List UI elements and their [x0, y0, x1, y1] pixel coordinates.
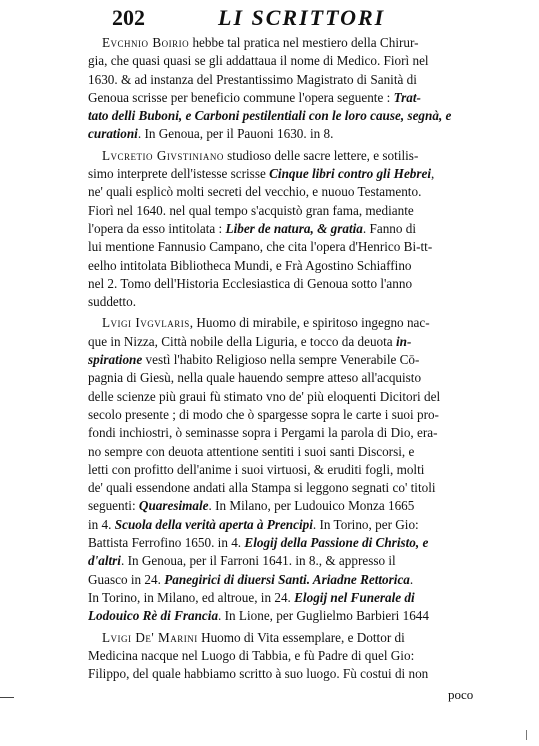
- text-run: In Torino, in Milano, ed altroue, in 24.: [88, 589, 295, 605]
- text-run: . In Genoua, per il Farroni 1641. in 8., & appresso il: [120, 553, 396, 569]
- text-run: lui mentione Fannusio Campano, che cita l'opera d'Henrico Bi-tt-: [88, 239, 433, 255]
- text-run: Huomo di Vita essemplare, e Dottor di: [197, 629, 405, 645]
- text-line: [88, 351, 524, 369]
- text-run: 1630. & ad instanza del Prestantissimo Magistrato di Sanità di: [88, 71, 417, 87]
- text-run: , Huomo di mirabile, e spiritoso ingegno nac-: [189, 315, 430, 331]
- text-run: . In Milano, per Ludouico Monza 1665: [208, 498, 415, 514]
- edge-mark: [526, 730, 527, 740]
- text-run: hebbe tal pratica nel mestiero della Chirur-: [189, 35, 419, 50]
- text-line: [88, 333, 524, 351]
- text-line: [88, 479, 524, 497]
- text-line: [88, 147, 524, 165]
- text-run: in 4.: [88, 516, 115, 532]
- text-line: [88, 107, 524, 125]
- page-header: [112, 4, 532, 32]
- text-line: [88, 552, 524, 570]
- text-run: nel 2. Tomo dell'Historia Ecclesiastica di Genoua sotto l'anno: [88, 275, 413, 291]
- text-run: studioso delle sacre lettere, e sotilis-: [223, 147, 419, 163]
- text-line: [88, 424, 524, 442]
- author-name: Lvigi Ivgvlaris: [102, 315, 190, 331]
- work-title: Cinque libri contro gli Hebrei: [269, 166, 432, 182]
- work-title: d'altri: [88, 553, 121, 569]
- text-line: [88, 220, 524, 238]
- text-line: [88, 125, 524, 143]
- paragraph: [88, 34, 524, 144]
- work-title: Trat-: [393, 89, 421, 105]
- text-line: [88, 388, 524, 406]
- paragraph: [88, 147, 524, 312]
- text-run: Guasco in 24.: [88, 571, 165, 587]
- text-line: [88, 665, 524, 683]
- author-name: Lvigi De' Marini: [102, 629, 198, 645]
- text-run: . Fanno di: [362, 220, 417, 236]
- work-title: Elogij della Passione di Christo, e: [244, 535, 429, 551]
- text-line: [88, 461, 524, 479]
- text-run: . In Genoua, per il Pauoni 1630. in 8.: [137, 126, 334, 142]
- text-line: [88, 275, 524, 293]
- text-line: [88, 589, 524, 607]
- text-run: vestì l'habito Religioso nella sempre Venerabile Cō-: [142, 352, 420, 368]
- text-run: de' quali essendone andati alla Stampa si leggono segnati co' titoli: [88, 480, 436, 496]
- work-title: Lodouico Rè di Francia: [88, 608, 219, 624]
- text-run: delle scienze più graui fù stimato vno de' più eloquenti Dicitori del: [88, 388, 441, 404]
- text-run: Battista Ferrofino 1650. in 4.: [88, 535, 245, 551]
- running-title: LI SCRITTORI: [218, 5, 386, 30]
- text-line: [88, 369, 524, 387]
- text-run: Genoua scrisse per beneficio commune l'opera seguente :: [88, 89, 394, 105]
- text-line: [88, 314, 524, 332]
- work-title: curationi: [88, 126, 138, 142]
- page-number: 202: [112, 5, 145, 30]
- author-name: Lvcretio Givstiniano: [102, 147, 224, 163]
- text-line: [88, 293, 524, 311]
- text-line: [88, 629, 524, 647]
- work-title: Liber de natura, & gratia: [225, 220, 363, 236]
- work-title: in-: [395, 333, 412, 349]
- text-run: ne' quali esplicò molti secreti del vecchio, e nuouo Testamento.: [88, 184, 422, 200]
- text-run: ,: [431, 166, 435, 182]
- text-line: [88, 34, 524, 52]
- work-title: spiratione: [88, 352, 143, 368]
- text-run: simo interprete dell'istesse scrisse: [88, 166, 270, 182]
- text-run: eelho intitolata Bibliotheca Mundi, e Frà Agostino Schiaffino: [88, 257, 412, 273]
- text-line: [88, 89, 524, 107]
- text-run: Medicina nacque nel Luogo di Tabbia, e fù Padre di quel Gio:: [88, 647, 415, 663]
- text-line: [88, 534, 524, 552]
- text-run: .: [409, 571, 414, 587]
- text-line: [88, 516, 524, 534]
- text-line: [88, 647, 524, 665]
- work-title: Elogij nel Funerale di: [294, 589, 415, 605]
- margin-mark: [0, 697, 14, 698]
- text-line: [88, 497, 524, 515]
- text-run: l'opera da esso intitolata :: [88, 220, 226, 236]
- text-line: [88, 607, 524, 625]
- text-line: [88, 183, 524, 201]
- text-run: Filippo, del quale habbiamo scritto à suo luogo. Fù costui di non: [88, 666, 429, 682]
- text-run: letti con profitto dell'anime i suoi virtuosi, & eruditi fogli, molti: [88, 461, 425, 477]
- text-line: [88, 443, 524, 461]
- paragraph: [88, 629, 524, 684]
- text-run: gia, che quasi quasi se gli addattaua il nome di Medico. Fiorì nel: [88, 53, 429, 69]
- text-run: que in Nizza, Città nobile della Liguria, e tocco da deuota: [88, 333, 396, 349]
- paragraph: [88, 314, 524, 625]
- text-run: . In Torino, per Gio:: [312, 516, 419, 532]
- text-line: [88, 165, 524, 183]
- text-line: [88, 238, 524, 256]
- text-run: . In Lione, per Guglielmo Barbieri 1644: [218, 608, 429, 624]
- catchword: poco: [448, 687, 474, 702]
- body-text: [88, 34, 524, 686]
- work-title: Quaresimale: [138, 498, 209, 514]
- text-run: Fiorì nel 1640. nel qual tempo s'acquistò gran fama, mediante: [88, 202, 414, 218]
- text-run: pagnia di Giesù, nella quale hauendo sempre atteso all'acquisto: [88, 370, 422, 386]
- text-run: no sempre con deuota attentione sentiti i suoi santi Discorsi, e: [88, 443, 415, 459]
- work-title: Scuola della verità aperta à Prencipi: [114, 516, 313, 532]
- text-run: seguenti:: [88, 498, 139, 514]
- work-title: tato delli Buboni, e Carboni pestilentiali con le loro cause, segnà, e: [88, 108, 452, 124]
- text-line: [88, 52, 524, 70]
- author-name: Evchnio Boirio: [102, 35, 190, 50]
- text-run: secolo presente ; di modo che ò spargesse sopra le carte i suoi pro-: [88, 406, 439, 422]
- text-line: [88, 71, 524, 89]
- text-line: [88, 571, 524, 589]
- text-run: suddetto.: [88, 294, 136, 310]
- text-line: [88, 202, 524, 220]
- text-line: [88, 406, 524, 424]
- text-line: [88, 257, 524, 275]
- work-title: Panegirici di diuersi Santi. Ariadne Rettorica: [164, 571, 410, 587]
- text-run: fondi inchiostri, ò seminasse sopra i Pergami la parola di Dio, era-: [88, 425, 438, 441]
